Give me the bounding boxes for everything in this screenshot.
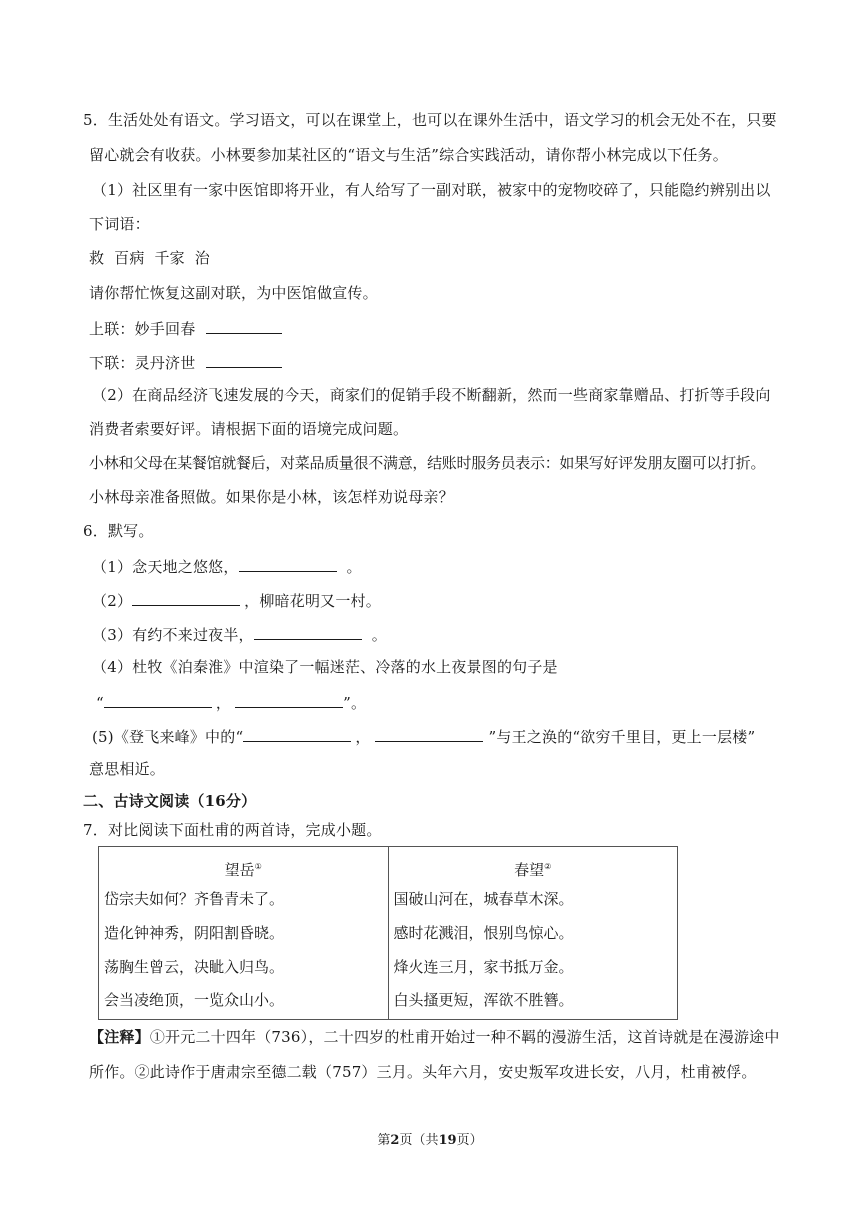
q5-line1: 5．生活处处有语文。学习语文，可以在课堂上，也可以在课外生活中，语文学习的机会无处不在，只要	[83, 111, 777, 129]
poem1-note-mark: ①	[254, 862, 262, 871]
q5-part2-line2: 消费者索要好评。请根据下面的语境完成问题。	[89, 420, 409, 438]
q6-item2-prefix: （2）	[92, 592, 133, 610]
lower-couplet-text: 下联：灵丹济世	[89, 354, 196, 372]
q6-item4-blank2[interactable]	[235, 691, 343, 708]
q6-item3-blank[interactable]	[254, 623, 362, 640]
q5-part2-line3: 小林和父母在某餐馆就餐后，对菜品质量很不满意，结账时服务员表示：如果写好评发朋友圈可以打折。	[89, 454, 766, 472]
upper-couplet-text: 上联：妙手回春	[89, 320, 196, 338]
q6-item5-comma: ，	[355, 728, 371, 746]
q6-item3-text: （3）有约不来过夜半，	[92, 626, 254, 644]
q5-words: 救 百病 千家 治	[89, 249, 211, 267]
poem2-note-mark: ②	[544, 862, 552, 871]
q6-item1	[92, 555, 362, 577]
q6-item3-end: 。	[371, 626, 387, 644]
q5-part1-line2: 下词语：	[89, 215, 150, 233]
q5-lower-couplet	[89, 351, 282, 373]
poem2-line: 感时花溅泪，恨别鸟惊心。	[393, 924, 574, 942]
q6-item5-line2: 意思相近。	[89, 760, 166, 778]
q6-item5-text2: ”与王之涣的“欲穷千里目，更上一层楼”	[488, 728, 756, 746]
q6-item4-comma: ，	[215, 694, 232, 712]
q5-instruction: 请你帮忙恢复这副对联，为中医馆做宣传。	[89, 284, 378, 302]
q6-item5-blank2[interactable]	[375, 725, 483, 742]
q6-item5-text: (5)《登飞来峰》中的“	[92, 728, 244, 746]
q7-title: 7．对比阅读下面杜甫的两首诗，完成小题。	[83, 821, 382, 839]
upper-answer-blank[interactable]	[206, 317, 282, 334]
q6-item3	[92, 623, 387, 645]
poem2-title: 春望②	[514, 861, 552, 879]
q6-item1-end: 。	[346, 558, 362, 576]
poem1-title: 望岳①	[224, 861, 262, 879]
current-page: 2	[390, 1133, 400, 1148]
q6-item2-blank[interactable]	[132, 589, 240, 606]
note-label: 【注释】	[89, 1028, 150, 1046]
q5-part1-line1: （1）社区里有一家中医馆即将开业，有人给写了一副对联，被家中的宠物咬碎了，只能隐约辨别出以	[92, 181, 771, 199]
q6-item4-line2	[96, 691, 366, 713]
poem1-line: 会当凌绝顶，一览众山小。	[104, 991, 285, 1009]
poem2-line: 烽火连三月，家书抵万金。	[393, 958, 574, 976]
q5-part2-line4: 小林母亲准备照做。如果你是小林，该怎样劝说母亲？	[89, 488, 454, 506]
q5-upper-couplet	[89, 317, 282, 339]
q5-part2-line1: （2）在商品经济飞速发展的今天，商家们的促销手段不断翻新，然而一些商家靠赠品、打折等手段向	[92, 386, 771, 404]
poem1-line: 荡胸生曾云，决眦入归鸟。	[104, 958, 285, 976]
q7-note-line2: 所作。②此诗作于唐肃宗至德二载（757）三月。头年六月，安史叛军攻进长安，八月，杜甫被俘。	[89, 1063, 757, 1081]
q6-item4-close-quote: ”。	[343, 694, 367, 712]
poem2-line: 白头搔更短，浑欲不胜簪。	[393, 991, 574, 1009]
q6-item4-open-quote: “	[96, 694, 104, 712]
page-footer: 第2页（共19页）	[377, 1133, 483, 1148]
poem1-line: 造化钟神秀，阴阳割昏晓。	[104, 924, 285, 942]
q6-item5-blank1[interactable]	[243, 725, 351, 742]
poem2-cell	[388, 847, 678, 1020]
q6-item2	[92, 589, 381, 611]
q6-item4-line1: （4）杜牧《泊秦淮》中渲染了一幅迷茫、冷落的水上夜景图的句子是	[92, 658, 558, 676]
q6-item1-text: （1）念天地之悠悠，	[92, 558, 239, 576]
q7-note-line1	[89, 1027, 780, 1047]
poem-table	[98, 846, 678, 1020]
poem1-cell	[99, 847, 389, 1020]
q6-item5-line1	[92, 725, 755, 747]
q6-item2-text: ，柳暗花明又一村。	[244, 592, 381, 610]
q6-title: 6．默写。	[83, 522, 154, 540]
q5-line2: 留心就会有收获。小林要参加某社区的“语文与生活”综合实践活动，请你帮小林完成以下任务。	[89, 146, 728, 164]
poem1-line: 岱宗夫如何？齐鲁青未了。	[104, 890, 285, 908]
total-pages: 19	[438, 1133, 457, 1148]
q6-item4-blank1[interactable]	[104, 691, 212, 708]
q6-item1-blank[interactable]	[239, 555, 337, 572]
lower-answer-blank[interactable]	[206, 351, 282, 368]
section-heading: 二、古诗文阅读（16分）	[83, 792, 257, 810]
note-text1: ①开元二十四年（736），二十四岁的杜甫开始过一种不羁的漫游生活，这首诗就是在漫游途中	[149, 1028, 780, 1046]
poem2-line: 国破山河在，城春草木深。	[393, 890, 574, 908]
